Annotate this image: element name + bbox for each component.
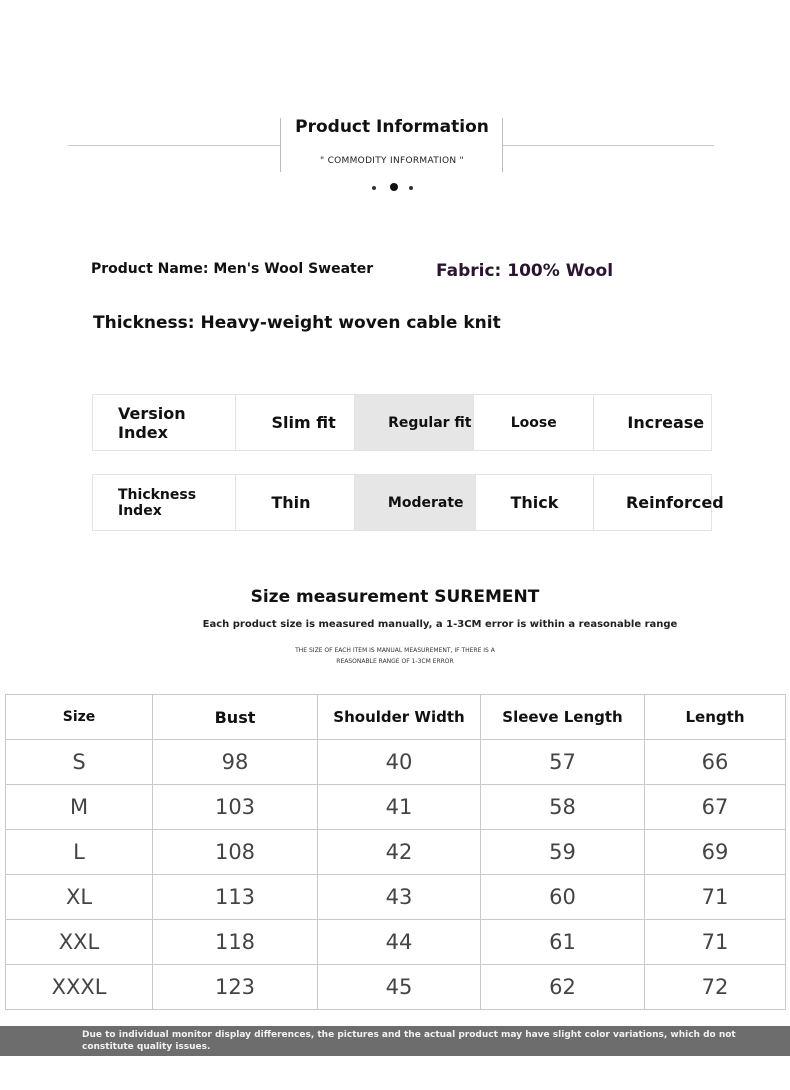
version-option-slim-fit: Slim fit <box>236 395 355 450</box>
cell-size: L <box>6 830 153 875</box>
size-section-note-small <box>260 645 530 667</box>
cell-length: 69 <box>645 830 786 875</box>
size-table-header-row <box>6 695 786 740</box>
cell-size: XXXL <box>6 965 153 1010</box>
disclaimer-text: Due to individual monitor display differences, the pictures and the actual product may have slight color variations, which do not constitute quality issues. <box>82 1030 736 1052</box>
cell-bust: 98 <box>153 740 318 785</box>
cell-shoulder: 40 <box>318 740 481 785</box>
cell-bust: 118 <box>153 920 318 965</box>
thickness-index-table <box>92 474 724 531</box>
cell-length: 71 <box>645 875 786 920</box>
col-header-length: Length <box>645 695 786 740</box>
version-option-regular-fit: Regular fit <box>355 395 474 450</box>
thickness-option-thick: Thick <box>476 475 594 530</box>
fabric-info: Fabric: 100% Wool <box>436 261 614 281</box>
cell-size: S <box>6 740 153 785</box>
size-section-note: Each product size is measured manually, a 1-3CM error is within a reasonable range <box>202 619 678 630</box>
cell-bust: 108 <box>153 830 318 875</box>
size-table <box>5 694 786 1010</box>
version-option-increase: Increase <box>627 413 705 432</box>
cell-length: 66 <box>645 740 786 785</box>
table-row <box>6 920 786 965</box>
cell-sleeve: 60 <box>481 875 645 920</box>
cell-shoulder: 42 <box>318 830 481 875</box>
size-note-small-line-1: THE SIZE OF EACH ITEM IS MANUAL MEASUREMENT, IF THERE IS A <box>295 647 495 654</box>
cell-sleeve: 58 <box>481 785 645 830</box>
size-section-title: Size measurement SUREMENT <box>250 587 540 607</box>
cell-bust: 103 <box>153 785 318 830</box>
table-row <box>6 875 786 920</box>
thickness-option-thin: Thin <box>236 475 355 530</box>
thickness-info: Thickness: Heavy-weight woven cable knit <box>93 313 501 333</box>
table-row <box>6 740 786 785</box>
cell-sleeve: 59 <box>481 830 645 875</box>
cell-size: M <box>6 785 153 830</box>
thickness-option-moderate: Moderate <box>355 475 477 530</box>
product-name: Product Name: Men's Wool Sweater <box>91 261 374 277</box>
cell-length: 67 <box>645 785 786 830</box>
cell-shoulder: 44 <box>318 920 481 965</box>
col-header-bust: Bust <box>153 695 318 740</box>
cell-bust: 123 <box>153 965 318 1010</box>
cell-bust: 113 <box>153 875 318 920</box>
page-subtitle: " COMMODITY INFORMATION " <box>319 156 465 166</box>
version-option-loose: Loose <box>474 395 595 450</box>
cell-length: 72 <box>645 965 786 1010</box>
cell-shoulder: 45 <box>318 965 481 1010</box>
page-title: Product Information <box>295 117 489 137</box>
table-row <box>6 785 786 830</box>
header-rule-left <box>68 145 280 146</box>
cell-size: XL <box>6 875 153 920</box>
cell-size: XXL <box>6 920 153 965</box>
version-index-table <box>92 394 712 451</box>
cell-sleeve: 57 <box>481 740 645 785</box>
cell-sleeve: 62 <box>481 965 645 1010</box>
col-header-sleeve-length: Sleeve Length <box>481 695 645 740</box>
thickness-index-label: Thickness Index <box>93 475 236 530</box>
table-row <box>6 830 786 875</box>
dot-indicator-center <box>390 183 398 191</box>
dot-indicator-right <box>409 186 413 190</box>
table-row <box>6 965 786 1010</box>
size-note-small-line-2: REASONABLE RANGE OF 1-3CM ERROR <box>336 658 454 665</box>
disclaimer-bar <box>0 1026 790 1056</box>
header-bracket-right <box>502 118 503 172</box>
version-index-label: Version Index <box>93 395 236 450</box>
header-rule-right <box>503 145 714 146</box>
cell-shoulder: 43 <box>318 875 481 920</box>
header-bracket-left <box>280 118 281 172</box>
thickness-option-reinforced: Reinforced <box>625 493 724 512</box>
cell-shoulder: 41 <box>318 785 481 830</box>
col-header-size: Size <box>6 695 153 740</box>
col-header-shoulder-width: Shoulder Width <box>318 695 481 740</box>
dot-indicator-left <box>372 186 376 190</box>
cell-length: 71 <box>645 920 786 965</box>
cell-sleeve: 61 <box>481 920 645 965</box>
